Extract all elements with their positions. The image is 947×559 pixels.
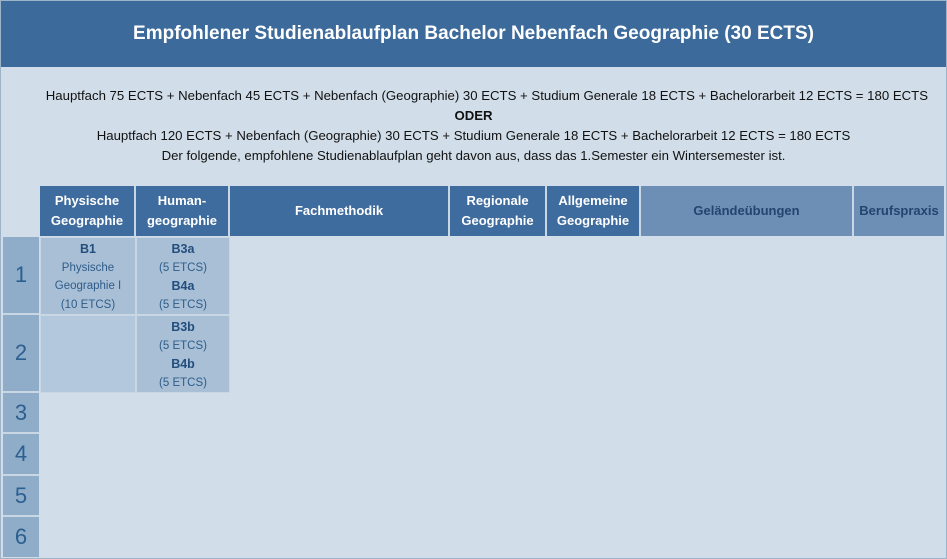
column-header-allgemeine-geographie — [547, 186, 641, 236]
column-header-humangeographie — [136, 186, 230, 236]
intro-line-2: Hauptfach 120 ECTS + Nebenfach (Geographie) 30 ECTS + Studium Generale 18 ECTS + Bachelorarbeit 12 ECTS = 180 ECTS — [96, 128, 851, 143]
semester-label-2: 2 — [3, 315, 39, 393]
column-header-physische-geographie — [40, 186, 136, 236]
semester-label-1: 1 — [3, 237, 39, 315]
column-header-berufspraxis — [854, 186, 944, 236]
module-ects: (5 ETCS) — [159, 339, 207, 352]
column-header-line: Geographie — [461, 213, 534, 228]
module-ects: (5 ETCS) — [159, 298, 207, 311]
module-ects: (5 ETCS) — [159, 376, 207, 389]
semester-label-4: 4 — [3, 434, 39, 476]
column-header-line: geographie — [146, 213, 218, 228]
semester-label-3: 3 — [3, 393, 39, 434]
column-header-line: Allgemeine — [558, 193, 628, 208]
column-header-regionale-geographie — [450, 186, 547, 236]
intro-text — [1, 86, 946, 166]
intro-line-1: Hauptfach 75 ECTS + Nebenfach 45 ECTS + Nebenfach (Geographie) 30 ECTS + Studium Generale 18 ECTS + Bachelorarbeit 12 ECTS = 180 ECTS — [45, 88, 928, 103]
column-header-line: Geographie — [50, 213, 124, 228]
semester-label-5: 5 — [3, 476, 39, 517]
column-header-line: Regionale — [466, 193, 529, 208]
module-name-line: Physische — [61, 261, 115, 274]
column-header-line: Berufspraxis — [859, 203, 939, 218]
module-name-line: Geographie I — [54, 280, 122, 292]
module-cell-b1 — [40, 237, 136, 315]
module-ects: (10 ETCS) — [60, 298, 116, 311]
page-title: Empfohlener Studienablaufplan Bachelor Nebenfach Geographie (30 ECTS) — [1, 1, 946, 67]
column-header-line: Geographie — [556, 213, 630, 228]
column-header-line: Physische — [54, 193, 120, 208]
module-code: B3b — [171, 320, 195, 334]
column-header-line: Human- — [157, 193, 207, 208]
module-code: B4b — [171, 357, 195, 371]
module-cell-empty — [40, 315, 136, 393]
column-header-gelaendeuebungen — [641, 186, 854, 236]
intro-oder: ODER — [454, 108, 493, 123]
module-code: B3a — [171, 242, 195, 256]
semester-label-6: 6 — [3, 517, 39, 557]
column-header-line: Geländeübungen — [693, 203, 800, 218]
module-cell-b3b-b4b — [136, 315, 230, 393]
module-code: B1 — [80, 242, 96, 256]
module-code: B4a — [171, 279, 195, 293]
intro-line-3: Der folgende, empfohlene Studienablaufplan geht davon aus, dass das 1.Semester ein Wintersemester ist. — [161, 148, 786, 163]
column-header-line: Fachmethodik — [294, 203, 384, 218]
module-cell-b3a-b4a — [136, 237, 230, 315]
column-header-fachmethodik — [230, 186, 450, 236]
module-ects: (5 ETCS) — [159, 261, 207, 274]
